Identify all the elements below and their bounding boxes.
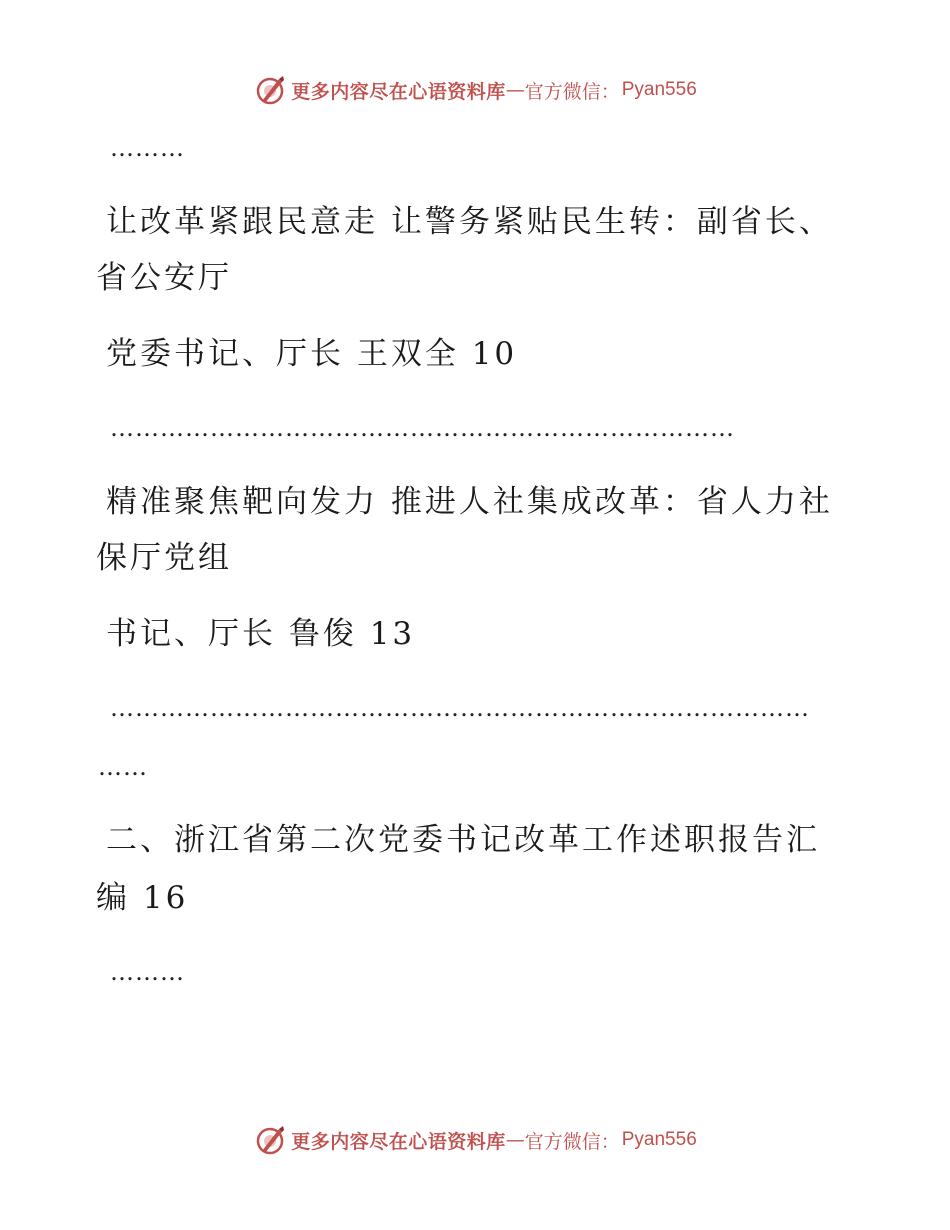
toc-entry-title: 让改革紧跟民意走 让警务紧贴民生转：副省长、 <box>106 204 833 240</box>
header-separator: — <box>505 79 525 101</box>
toc-entry-title-cont: 省公安厅 <box>96 260 232 296</box>
toc-entry-author: 党委书记、厅长 王双全 10 <box>106 336 518 372</box>
footer-banner <box>0 1120 950 1160</box>
header-brand-text: 更多内容尽在心语资料库 <box>291 80 506 103</box>
leader-dots: ……… <box>110 134 185 162</box>
toc-entry-title-cont: 保厅党组 <box>96 540 232 576</box>
toc-section-title: 二、浙江省第二次党委书记改革工作述职报告汇 <box>106 822 820 858</box>
toc-entry-author: 书记、厅长 鲁俊 13 <box>106 616 416 652</box>
footer-wechat-label: 官方微信： <box>524 1130 620 1153</box>
pen-logo-icon <box>253 73 287 107</box>
toc-section-title-cont: 编 16 <box>96 880 189 916</box>
header-wechat-label: 官方微信： <box>524 80 620 103</box>
leader-dots: ………………………………………………………………………… <box>110 694 810 722</box>
header-wechat-id: Pyan556 <box>621 79 697 100</box>
leader-dots: ………………………………………………………………… <box>110 414 735 442</box>
footer-wechat-id: Pyan556 <box>621 1129 697 1150</box>
toc-entry-title: 精准聚焦靶向发力 推进人社集成改革：省人力社 <box>106 484 833 520</box>
leader-dots-cont: …… <box>98 753 148 781</box>
leader-dots: ……… <box>110 958 185 986</box>
footer-separator: — <box>505 1129 525 1151</box>
header-banner <box>0 70 950 110</box>
footer-brand-text: 更多内容尽在心语资料库 <box>291 1130 506 1153</box>
pen-logo-icon <box>253 1123 287 1157</box>
